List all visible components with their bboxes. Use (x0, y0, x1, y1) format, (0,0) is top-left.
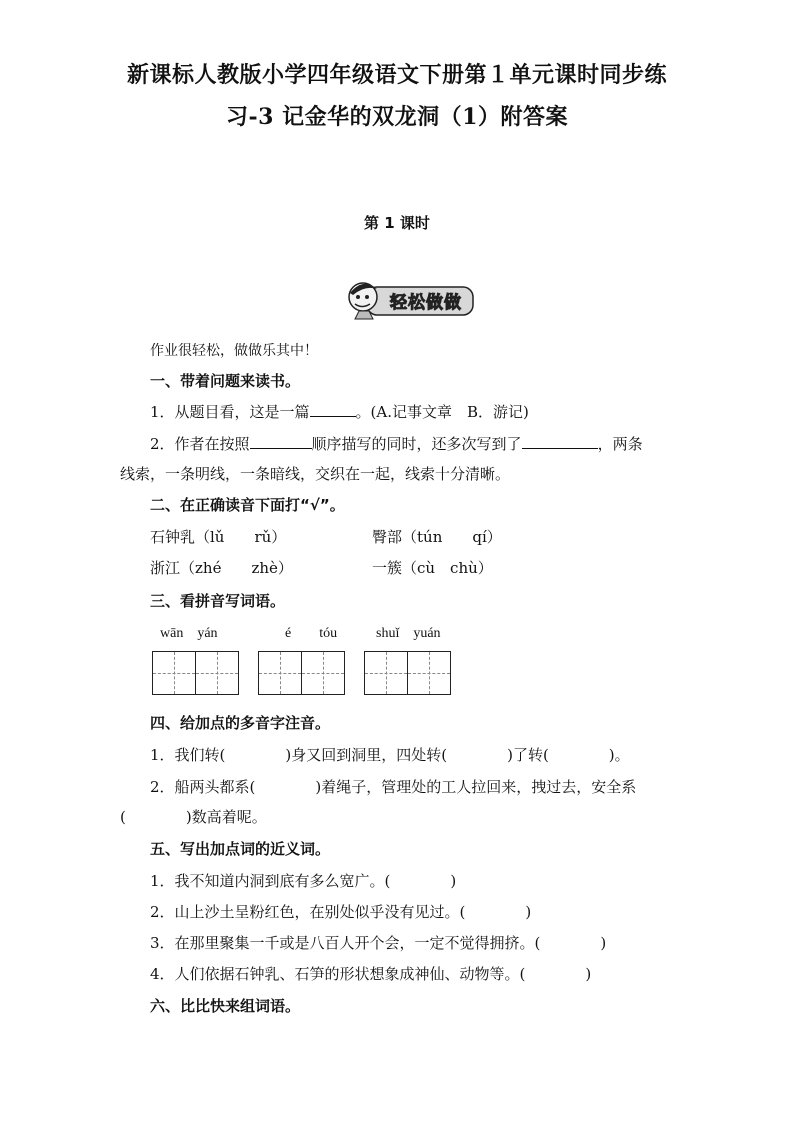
reading-item[interactable]: 臀部（tún qí） (372, 528, 502, 546)
question-4-1[interactable]: 1．我们转( )身又回到洞里，四处转( )了转( )。 (150, 746, 630, 764)
answer-blank[interactable] (522, 434, 598, 449)
answer-blank[interactable] (250, 434, 312, 449)
writing-cell[interactable] (258, 651, 302, 695)
section-2-heading: 二、在正确读音下面打“√”。 (150, 496, 345, 514)
question-1-1 (150, 401, 529, 422)
slogan: 作业很轻松，做做乐其中！ (150, 343, 318, 359)
writing-cell[interactable] (407, 651, 451, 695)
question-4-2[interactable]: 2．船两头都系( )着绳子，管理处的工人拉回来，拽过去，安全系 (150, 778, 637, 796)
reading-item[interactable]: 浙江（zhé zhè） (150, 559, 293, 577)
question-1-2-continued: 线索，一条明线，一条暗线，交织在一起，线索十分清晰。 (120, 465, 511, 483)
document-title-line2: 习-3 记金华的双龙洞（1）附答案 (226, 104, 568, 130)
question-text: 顺序描写的同时，还多次写到了 (311, 435, 522, 453)
section-3-heading: 三、看拼音写词语。 (150, 592, 286, 610)
logo (345, 275, 475, 321)
question-text: 2．作者在按照 (150, 435, 250, 453)
pinyin-label: é tóu (285, 626, 338, 641)
document-title-line1: 新课标人教版小学四年级语文下册第１单元课时同步练 (126, 62, 667, 88)
pinyin-label: shuǐ yuán (376, 626, 441, 641)
question-text: 。(A.记事文章 B．游记) (355, 403, 529, 421)
section-5-heading: 五、写出加点词的近义词。 (150, 840, 331, 858)
writing-cell[interactable] (301, 651, 345, 695)
question-5-3[interactable]: 3．在那里聚集一千或是八百人开个会，一定不觉得拥挤。( ) (150, 934, 607, 952)
question-5-2[interactable]: 2．山上沙土呈粉红色，在别处似乎没有见过。( ) (150, 903, 532, 921)
question-4-2-continued[interactable]: ( )数高着呢。 (120, 808, 267, 826)
logo-text: 轻松做做 (390, 293, 462, 313)
writing-cell[interactable] (152, 651, 196, 695)
writing-cell[interactable] (364, 651, 408, 695)
section-4-heading: 四、给加点的多音字注音。 (150, 714, 331, 732)
question-text: 1．从题目看，这是一篇 (150, 403, 310, 421)
reading-item[interactable]: 一簇（cù chù） (372, 559, 493, 577)
answer-blank[interactable] (310, 402, 356, 417)
question-text: ，两条 (597, 435, 643, 453)
question-5-1[interactable]: 1．我不知道内洞到底有多么宽广。( ) (150, 872, 457, 890)
question-1-2 (150, 433, 643, 454)
pinyin-label: wān yán (160, 626, 218, 641)
section-1-heading: 一、带着问题来读书。 (150, 372, 301, 390)
question-5-4[interactable]: 4．人们依据石钟乳、石笋的形状想象成神仙、动物等。( ) (150, 965, 592, 983)
writing-cell[interactable] (195, 651, 239, 695)
lesson-heading: 第 1 课时 (364, 214, 430, 232)
reading-item[interactable]: 石钟乳（lǔ rǔ） (150, 528, 287, 546)
section-6-heading: 六、比比快来组词语。 (150, 997, 301, 1015)
